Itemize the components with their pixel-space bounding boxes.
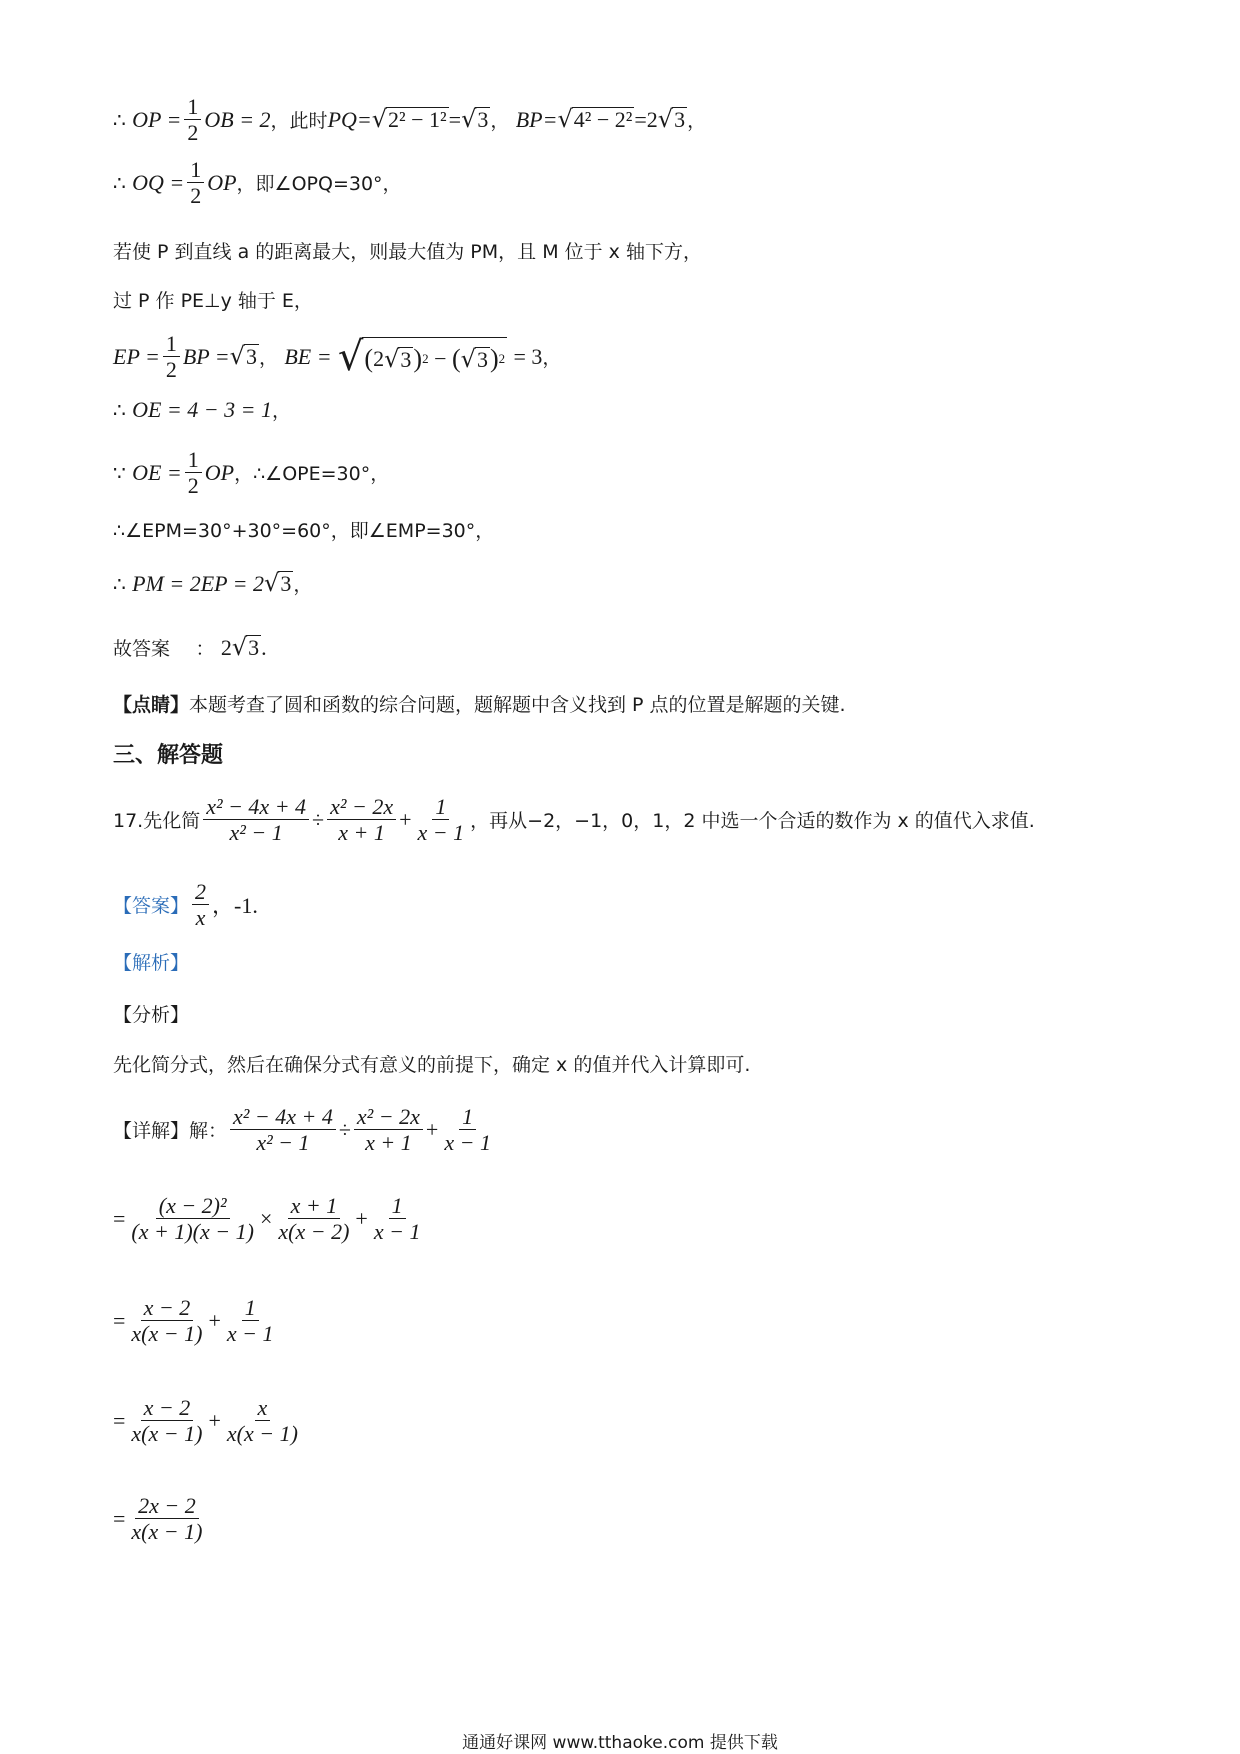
fenxi-text-line	[113, 1050, 750, 1077]
frac-num: 2x − 2	[135, 1494, 199, 1519]
sqrt-expression: √ 3	[461, 105, 489, 133]
frac-num: x	[255, 1396, 271, 1421]
text: ，-1.	[212, 893, 258, 919]
radicand: 3	[400, 346, 412, 372]
sqrt-expression-big: √ ( 2 √ 3 ) 2 − ( √ 3 ) 2	[337, 333, 506, 380]
fraction	[441, 1105, 494, 1154]
radicand: 4² − 2²	[573, 107, 633, 132]
text: ，	[271, 400, 291, 422]
fraction	[354, 1105, 423, 1154]
answer-line	[113, 880, 258, 929]
detail-line	[113, 1105, 497, 1154]
line-oe	[113, 396, 291, 423]
fraction	[128, 1494, 205, 1543]
math-text: BE =	[284, 343, 332, 369]
frac-num: 1	[389, 1194, 406, 1219]
text: .	[261, 634, 267, 660]
radicand: 2² − 1²	[388, 107, 447, 132]
frac-den: x − 1	[373, 1219, 421, 1245]
therefore-symbol: ∴	[113, 397, 126, 422]
frac-den: 2	[187, 120, 199, 146]
frac-num: 1	[163, 332, 180, 357]
fenxi-line	[113, 1000, 189, 1027]
math-text: BP=	[515, 106, 558, 132]
frac-den: x² − 1	[256, 1130, 310, 1156]
frac-num: 1	[432, 795, 449, 820]
question-prefix: 17.先化简	[113, 810, 201, 833]
radicand: ( 2 √ 3 ) 2 − ( √ 3 ) 2	[362, 337, 507, 377]
fraction	[275, 1194, 352, 1243]
operator: +	[355, 1205, 368, 1231]
step-4	[113, 1494, 208, 1543]
math-text: OP =	[132, 106, 182, 132]
line-epm	[113, 516, 494, 543]
frac-num: x² − 4x + 4	[203, 795, 309, 820]
math-text: −	[434, 346, 447, 371]
answer-tag: 【答案】	[113, 895, 190, 918]
radicand: 3	[248, 634, 260, 660]
fraction	[128, 1396, 205, 1445]
math-text: 2	[220, 634, 232, 660]
frac-den: x − 1	[417, 820, 465, 846]
frac-num: x − 2	[141, 1296, 194, 1321]
text: ，即∠OPQ=30°，	[236, 173, 402, 196]
math-text: PQ=	[327, 106, 372, 132]
text: ，	[687, 110, 707, 133]
fraction	[230, 1105, 336, 1154]
operator: +	[208, 1307, 221, 1333]
radicand: 3	[280, 570, 292, 596]
text: 先化简分式，然后在确保分式有意义的前提下，确定 x 的值并代入计算即可.	[113, 1054, 751, 1076]
math-text: BP =	[182, 343, 230, 369]
sqrt-expression: √ 3	[229, 342, 257, 370]
analysis-tag: 【解析】	[113, 952, 190, 974]
fraction	[128, 1194, 257, 1243]
operator: ÷	[338, 1116, 351, 1142]
line-ep-be	[113, 332, 561, 381]
step-1	[113, 1194, 426, 1243]
frac-den: x(x − 1)	[131, 1321, 203, 1347]
frac-den: x	[195, 905, 206, 931]
fenxi-tag: 【分析】	[113, 1004, 190, 1026]
frac-num: 1	[459, 1105, 476, 1130]
operator: ×	[259, 1205, 273, 1231]
therefore-symbol: ∴	[113, 571, 126, 596]
operator: =	[113, 1307, 126, 1333]
line-dianjing	[113, 690, 846, 717]
math-text: = 3	[513, 343, 543, 369]
analysis-line	[113, 948, 189, 975]
sqrt-expression: √ 3	[264, 568, 292, 597]
radicand: 3	[674, 107, 686, 132]
frac-den: x(x − 1)	[226, 1421, 298, 1447]
frac-den: x − 1	[444, 1130, 491, 1156]
radicand: 3	[245, 344, 257, 369]
radicand: 3	[477, 107, 489, 132]
frac-num: x² − 2x	[327, 795, 396, 820]
frac-num: 2	[192, 880, 209, 905]
question-17	[113, 795, 1035, 844]
text: 过 P 作 PE⊥y 轴于 E，	[113, 290, 313, 312]
line-pe	[113, 286, 313, 313]
math-text: OP	[207, 169, 237, 195]
step-2	[113, 1296, 280, 1345]
frac-num: 1	[187, 158, 204, 183]
text: ，∴∠OPE=30°，	[234, 463, 390, 486]
operator: =	[113, 1407, 126, 1433]
line-pm	[113, 570, 312, 597]
line-because-oe	[113, 448, 389, 497]
frac-den: x(x − 2)	[278, 1219, 350, 1245]
step-3	[113, 1396, 304, 1445]
fraction-half	[185, 448, 202, 497]
operator: +	[208, 1407, 221, 1433]
operator: =	[113, 1205, 126, 1231]
frac-num: 1	[184, 95, 201, 120]
frac-num: x + 1	[288, 1194, 341, 1219]
frac-num: x − 2	[141, 1396, 194, 1421]
operator: ÷	[312, 806, 325, 832]
frac-num: (x − 2)²	[156, 1194, 230, 1219]
fraction-half	[187, 158, 204, 207]
text: ，	[258, 347, 278, 370]
fraction-half	[184, 95, 201, 144]
frac-num: x² − 4x + 4	[230, 1105, 336, 1130]
text: 若使 P 到直线 a 的距离最大，则最大值为 PM，且 M 位于 x 轴下方，	[113, 241, 702, 263]
frac-den: 2	[190, 183, 202, 209]
operator: +	[399, 806, 412, 832]
text: ，	[490, 110, 510, 133]
fraction-half	[163, 332, 180, 381]
text: ∴∠EPM=30°+30°=60°，即∠EMP=30°，	[113, 520, 495, 542]
math-text: =	[448, 106, 462, 132]
math-text: OB = 2	[204, 106, 271, 132]
text: ，再从−2，−1，0，1，2 中选一个合适的数作为 x 的值代入求值.	[470, 810, 1035, 833]
sqrt-expression: √ 3	[231, 632, 260, 661]
text: 本题考查了圆和函数的综合问题，题解题中含义找到 P 点的位置是解题的关键.	[189, 694, 846, 716]
section-tag: 【点睛】	[113, 694, 190, 716]
fraction	[203, 795, 309, 844]
frac-den: x² − 1	[229, 820, 283, 846]
text: ，此时	[270, 110, 328, 133]
sqrt-expression: √ 2² − 1²	[371, 105, 447, 133]
section-title: 三、解答题	[113, 743, 224, 768]
page-footer: 通通好课网 www.tthaoke.com 提供下载	[462, 1733, 778, 1753]
math-text: =2	[634, 106, 658, 132]
radicand: 3	[476, 346, 488, 372]
operator: =	[113, 1505, 126, 1531]
line-max-distance	[113, 237, 702, 264]
math-text: OE = 4 − 3 = 1	[132, 396, 272, 422]
math-text: OQ =	[132, 169, 185, 195]
frac-num: 1	[242, 1296, 259, 1321]
fraction	[128, 1296, 205, 1345]
frac-den: 2	[165, 357, 177, 383]
text: 故答案	[113, 638, 171, 660]
frac-den: x(x − 1)	[131, 1519, 203, 1545]
therefore-symbol: ∴	[113, 107, 126, 132]
section-heading	[113, 738, 223, 769]
exponent: 2	[422, 350, 429, 366]
fraction	[327, 795, 396, 844]
line-op-pq-bp	[113, 95, 706, 144]
frac-den: x(x − 1)	[131, 1421, 203, 1447]
therefore-symbol: ∴	[113, 170, 126, 195]
line-final-answer	[113, 634, 267, 661]
math-text: OE =	[132, 459, 182, 485]
frac-den: 2	[187, 473, 199, 499]
line-oq	[113, 158, 402, 207]
frac-den: (x + 1)(x − 1)	[131, 1219, 254, 1245]
fraction	[224, 1296, 277, 1345]
math-text: 2	[373, 346, 385, 371]
sqrt-expression: √ 3	[657, 105, 686, 133]
text: ，	[293, 574, 313, 596]
text: ，	[542, 347, 562, 370]
frac-den: x − 1	[226, 1321, 274, 1347]
math-text: PM = 2EP = 2	[132, 570, 265, 596]
sqrt-expression: √ 4² − 2²	[557, 105, 633, 133]
math-text: EP =	[113, 343, 160, 369]
fraction	[371, 1194, 424, 1243]
fraction	[224, 1396, 301, 1445]
detail-tag: 【详解】解：	[113, 1120, 228, 1143]
because-symbol: ∵	[113, 460, 126, 485]
frac-num: 1	[185, 448, 202, 473]
frac-den: x + 1	[338, 820, 385, 846]
text: ：	[195, 638, 215, 660]
fraction	[415, 795, 468, 844]
frac-den: x + 1	[365, 1130, 412, 1156]
math-text: OP	[204, 459, 235, 485]
exponent: 2	[498, 350, 506, 366]
fraction	[192, 880, 209, 929]
operator: +	[425, 1116, 439, 1142]
frac-num: x² − 2x	[354, 1105, 423, 1130]
